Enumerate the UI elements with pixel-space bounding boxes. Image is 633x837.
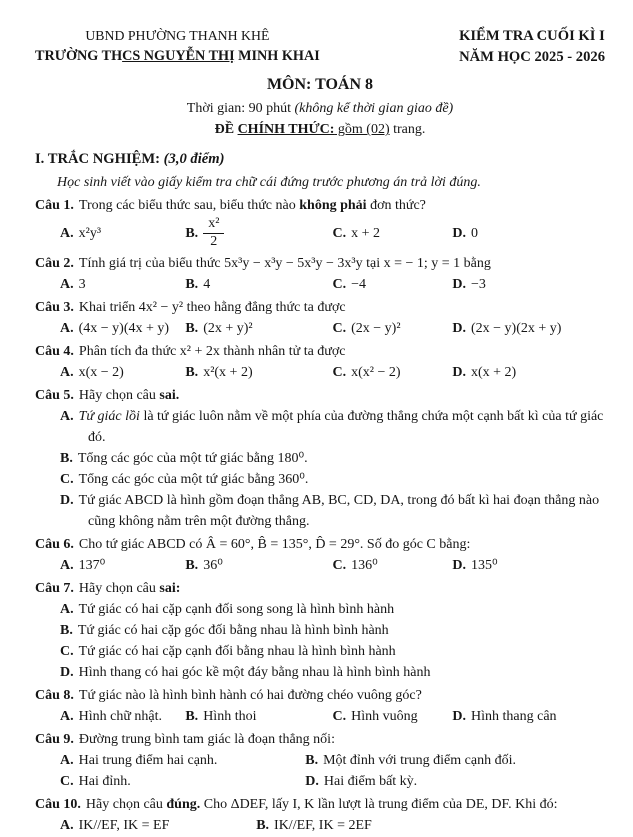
option-d-text: 135⁰ <box>471 557 498 573</box>
option-a <box>60 555 185 576</box>
option-c-text: (2x − y)² <box>351 320 401 336</box>
question-10-options <box>60 815 605 836</box>
official-suffix: trang. <box>389 122 426 138</box>
question-3-stem <box>35 297 605 318</box>
option-d <box>452 555 605 576</box>
question-10-text-end: Cho ΔDEF, lấy I, K lần lượt là trung điểm của DE, DF. Khi đó: <box>200 796 558 812</box>
question-1-text: Trong các biểu thức sau, biểu thức nào <box>78 198 300 214</box>
question-1-emphasis: không phải <box>299 198 367 214</box>
option-c-key: C. <box>332 226 347 241</box>
issuer-school-post: MINH KHAI <box>234 48 320 64</box>
exam-block <box>459 26 605 68</box>
question-2-stem <box>35 253 605 274</box>
question-10-text: Hãy chọn câu <box>85 796 167 812</box>
option-d-key: D. <box>452 557 466 573</box>
option-b-text: IK//EF, IK = 2EF <box>274 817 372 833</box>
official-pages: gồm (02) <box>334 122 390 138</box>
option-a-key: A. <box>60 364 74 380</box>
option-d-key: D. <box>305 773 319 789</box>
option-d-text: Tứ giác ABCD là hình gồm đoạn thẳng AB, BC, CD, DA, trong đó bất kì hai đoạn thẳng nào cũng không nằm trên một đường thẳng. <box>78 492 600 529</box>
question-4-options <box>60 362 605 383</box>
question-1-stem <box>35 195 605 216</box>
option-c-text: Tổng các góc của một tứ giác bằng 360⁰. <box>78 471 309 487</box>
official-prefix: ĐỀ <box>214 122 238 138</box>
question-8 <box>35 685 605 727</box>
question-3-text: Khai triển 4x² − y² theo hằng đẳng thức ta được <box>78 299 346 315</box>
option-d-text: Hình thang có hai góc kề một đáy bằng nhau là hình bình hành <box>78 664 431 680</box>
time-line <box>35 98 605 119</box>
option-b-text: Tứ giác có hai cặp góc đối bằng nhau là hình bình hành <box>77 622 389 638</box>
option-c <box>332 318 452 339</box>
option-b <box>185 555 332 576</box>
option-b-key: B. <box>185 276 199 292</box>
option-d <box>452 223 605 244</box>
option-b-text: Tổng các góc của một tứ giác bằng 180⁰. <box>77 450 308 466</box>
option-a-key: A. <box>60 817 74 833</box>
option-a-text: Tứ giác có hai cặp cạnh đối song song là hình bình hành <box>78 601 395 617</box>
option-a <box>60 706 185 727</box>
option-a-text: Hình chữ nhật. <box>78 708 163 724</box>
question-7-options <box>35 599 605 683</box>
subject-title: MÔN: TOÁN 8 <box>266 76 374 94</box>
option-b-text: x²(x + 2) <box>203 364 253 380</box>
option-a <box>60 815 256 836</box>
fraction-numerator: x² <box>203 216 224 234</box>
fraction <box>203 216 224 251</box>
question-6-label: Câu 6. <box>35 536 74 552</box>
option-b-text: 36⁰ <box>203 557 223 573</box>
option-d-text: Hai điểm bất kỳ. <box>323 773 418 789</box>
question-4-stem <box>35 341 605 362</box>
option-b <box>305 750 605 771</box>
question-5-emphasis: sai. <box>159 387 180 403</box>
question-5-text: Hãy chọn câu <box>78 387 160 403</box>
option-b-key: B. <box>60 622 73 638</box>
question-10-emphasis: đúng. <box>166 796 201 812</box>
question-7-text: Hãy chọn câu <box>78 580 160 596</box>
question-10-stem <box>35 794 605 815</box>
issuer-school-pre: TRƯỜNG TH <box>35 48 123 64</box>
option-c-key: C. <box>332 708 347 724</box>
option-c-text: x + 2 <box>351 226 381 241</box>
section-heading <box>35 149 605 171</box>
question-3 <box>35 297 605 339</box>
question-1 <box>35 195 605 251</box>
option-b <box>185 274 332 295</box>
option-c <box>60 771 305 792</box>
option-d-text: Hình thang cân <box>471 708 557 724</box>
option-d <box>305 771 605 792</box>
option-b <box>185 318 332 339</box>
question-8-label: Câu 8. <box>35 687 74 703</box>
option-a-key: A. <box>60 601 74 617</box>
option-c <box>332 706 452 727</box>
option-a-key: A. <box>60 276 74 292</box>
question-9 <box>35 729 605 792</box>
question-1-options <box>60 216 605 251</box>
option-c-key: C. <box>60 643 74 659</box>
option-a-text: 3 <box>78 276 86 292</box>
option-c-key: C. <box>332 320 347 336</box>
option-b-text: (2x + y)² <box>203 320 253 336</box>
option-b-text: 4 <box>203 276 211 292</box>
option-c-text: x(x² − 2) <box>351 364 401 380</box>
question-7 <box>35 578 605 683</box>
option-d-key: D. <box>60 664 74 680</box>
option-a <box>60 318 185 339</box>
option-c-text: −4 <box>351 276 367 292</box>
question-7-stem <box>35 578 605 599</box>
instruction: Học sinh viết vào giấy kiểm tra chữ cái đứng trước phương án trả lời đúng. <box>57 175 481 191</box>
question-5-stem <box>35 385 605 406</box>
question-7-emphasis: sai: <box>159 580 181 596</box>
option-d-key: D. <box>452 276 466 292</box>
question-9-text: Đường trung bình tam giác là đoạn thẳng nối: <box>78 731 335 747</box>
question-4 <box>35 341 605 383</box>
option-c-key: C. <box>332 557 347 573</box>
option-a-text: x²y³ <box>78 226 102 241</box>
option-a-text: là tứ giác luôn nằm về một phía của đường thẳng chứa một cạnh bất kì của tứ giác đó. <box>88 408 604 445</box>
option-a <box>60 599 605 620</box>
option-c <box>60 641 605 662</box>
official-name: CHÍNH THỨC: <box>237 122 335 138</box>
section-heading-title: I. TRẮC NGHIỆM: <box>35 151 164 168</box>
option-b-key: B. <box>185 225 199 241</box>
option-c-key: C. <box>332 276 347 292</box>
question-2-label: Câu 2. <box>35 255 74 271</box>
option-d <box>60 490 605 532</box>
option-a <box>60 406 605 448</box>
option-a-text: x(x − 2) <box>78 364 124 380</box>
option-b <box>60 620 605 641</box>
option-d-key: D. <box>452 364 466 380</box>
option-b-text: Hình thoi <box>203 708 257 724</box>
option-d <box>452 318 605 339</box>
option-c-key: C. <box>60 773 74 789</box>
question-2-text: Tính giá trị của biểu thức 5x³y − x³y − 5x³y − 3x³y tại x = − 1; y = 1 bằng <box>78 255 491 271</box>
question-8-text: Tứ giác nào là hình bình hành có hai đường chéo vuông góc? <box>78 687 422 703</box>
option-a-text: IK//EF, IK = EF <box>78 817 170 833</box>
option-a-text: Hai trung điểm hai cạnh. <box>78 752 218 768</box>
school-year: NĂM HỌC 2025 - 2026 <box>459 49 605 66</box>
option-b-key: B. <box>305 752 319 768</box>
option-c-key: C. <box>60 471 74 487</box>
question-9-label: Câu 9. <box>35 731 74 747</box>
option-b-key: B. <box>185 557 199 573</box>
question-10 <box>35 794 605 836</box>
option-b-text: Một đỉnh với trung điểm cạnh đối. <box>323 752 516 768</box>
option-a-text: 137⁰ <box>78 557 106 573</box>
option-d-text: −3 <box>471 276 486 292</box>
option-a-key: A. <box>60 708 74 724</box>
option-c <box>332 362 452 383</box>
question-4-text: Phân tích đa thức x² + 2x thành nhân tử ta được <box>78 343 346 359</box>
option-b <box>185 216 332 251</box>
option-c-key: C. <box>332 364 347 380</box>
question-6 <box>35 534 605 576</box>
question-5 <box>35 385 605 532</box>
option-c-text: Hai đỉnh. <box>78 773 131 789</box>
official-line <box>35 119 605 140</box>
option-b-key: B. <box>185 708 199 724</box>
question-1-label: Câu 1. <box>35 198 74 214</box>
question-8-stem <box>35 685 605 706</box>
option-d <box>452 274 605 295</box>
option-a-key: A. <box>60 226 74 241</box>
option-a-key: A. <box>60 557 74 573</box>
option-a <box>60 750 305 771</box>
question-10-label: Câu 10. <box>35 796 81 812</box>
option-d-key: D. <box>452 226 466 241</box>
question-1-text-end: đơn thức? <box>366 198 426 214</box>
option-a-key: A. <box>60 320 74 336</box>
option-b-key: B. <box>185 320 199 336</box>
option-c <box>60 469 605 490</box>
question-6-options <box>60 555 605 576</box>
issuer-school-underline: CS NGUYỄN THỊ <box>122 48 235 64</box>
option-c <box>332 274 452 295</box>
option-c-text: Hình vuông <box>351 708 418 724</box>
option-a-term: Tứ giác lồi <box>78 408 140 424</box>
option-d-key: D. <box>452 708 466 724</box>
option-d-text: (2x − y)(2x + y) <box>471 320 562 336</box>
option-a-text: (4x − y)(4x + y) <box>78 320 170 336</box>
issuer-block <box>35 26 320 68</box>
question-2 <box>35 253 605 295</box>
time-text: Thời gian: 90 phút <box>186 101 295 117</box>
option-c <box>332 555 452 576</box>
issuer-org: UBND PHƯỜNG THANH KHÊ <box>85 28 270 43</box>
option-b <box>185 362 332 383</box>
issuer-school <box>35 46 320 67</box>
option-d <box>452 362 605 383</box>
option-a-key: A. <box>60 408 74 424</box>
option-a <box>60 223 185 244</box>
question-6-stem <box>35 534 605 555</box>
fraction-denominator: 2 <box>210 234 218 249</box>
option-b-key: B. <box>185 364 199 380</box>
option-a <box>60 362 185 383</box>
option-d-text: x(x + 2) <box>471 364 517 380</box>
option-b <box>256 815 605 836</box>
option-d <box>452 706 605 727</box>
option-c <box>332 223 452 244</box>
question-5-options <box>35 406 605 532</box>
question-9-stem <box>35 729 605 750</box>
option-a <box>60 274 185 295</box>
question-5-label: Câu 5. <box>35 387 74 403</box>
option-d-text: 0 <box>471 226 478 241</box>
option-b <box>60 448 605 469</box>
section-heading-points: (3,0 điểm) <box>163 151 225 168</box>
question-3-label: Câu 3. <box>35 299 74 315</box>
question-9-options <box>60 750 605 792</box>
time-note: (không kể thời gian giao đề) <box>294 101 454 117</box>
exam-title: KIỂM TRA CUỐI KÌ I <box>459 28 605 44</box>
question-6-text: Cho tứ giác ABCD có Â = 60°, B̂ = 135°, D̂ = 29°. Số đo góc C bằng: <box>78 536 471 552</box>
option-c-text: Tứ giác có hai cặp cạnh đối bằng nhau là hình bình hành <box>78 643 396 659</box>
option-d-key: D. <box>452 320 466 336</box>
option-d <box>60 662 605 683</box>
question-3-options <box>60 318 605 339</box>
option-d-key: D. <box>60 492 74 508</box>
question-8-options <box>60 706 605 727</box>
question-7-label: Câu 7. <box>35 580 74 596</box>
option-b <box>185 706 332 727</box>
option-c-text: 136⁰ <box>351 557 378 573</box>
document-header <box>35 26 605 68</box>
option-b-key: B. <box>256 817 270 833</box>
question-4-label: Câu 4. <box>35 343 74 359</box>
option-a-key: A. <box>60 752 74 768</box>
question-2-options <box>60 274 605 295</box>
option-b-key: B. <box>60 450 73 466</box>
